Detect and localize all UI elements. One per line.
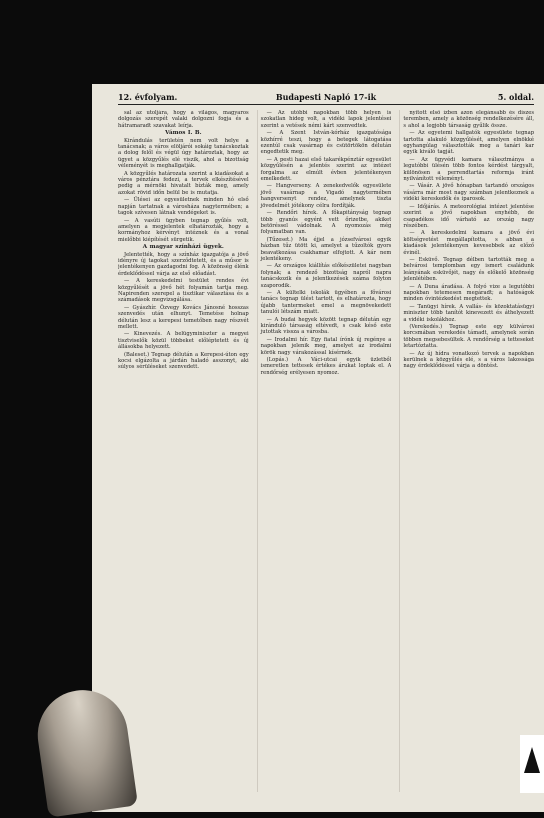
article-paragraph: — A pesti hazai első takarékpénztár egyesület közgyűlésén a jelentés szerint az intézet forgalma az elmúlt évben jelentékenyen emelkedett. [260, 156, 392, 183]
article-paragraph: — A Szent István-kórház igazgatósága közhírré teszi, hogy a betegek látogatása ezentúl csak vasárnap és csütörtökön délután engedtetik meg. [260, 130, 392, 156]
article-paragraph: A közgyűlés határozata szerint a kiadásokat a város pénztára fedezi, a tervek elkészítésével pedig a mérnöki hivatalt bízták meg, amely azokat rövid időn belül be is mutatja. [118, 170, 249, 196]
article-paragraph: — Tanügyi hírek. A vallás- és közoktatásügyi miniszter több tanítót kinevezett és áthelyezett a vidéki iskolákhoz. [403, 303, 535, 323]
issue-label: 12. évfolyam. [118, 92, 178, 102]
article-paragraph: — Esküvő. Tegnap délben tartották meg a belvárosi templomban egy ismert családunk leányának esküvőjét, nagy és előkelő közönség jelenlétében. [403, 256, 535, 283]
article-paragraph: — Az ügyvédi kamara választmánya a legutóbbi ülésén több fontos kérdést tárgyalt, különösen a perrendtartás reformja iránt nyilvánított véleményt. [403, 156, 535, 183]
page-number: 5. oldal. [497, 92, 534, 102]
column-2 [257, 110, 392, 792]
article-paragraph: — Irodalmi hír. Egy fiatal írónk új regénye a napokban jelenik meg, amelyet az irodalmi körök nagy várakozással kísérnek. [260, 336, 392, 356]
article-paragraph: — Kinevezés. A belügyminiszter a megyei tisztviselők közül többeket előléptetett és új állásokba helyezett. [118, 331, 249, 351]
newspaper-page [92, 84, 544, 812]
article-paragraph: (Lopás.) A Váci-utcai egyik üzletből ismeretlen tettesek értékes árukat loptak el. A rendőrség erélyesen nyomoz. [260, 357, 392, 376]
column-3 [399, 110, 534, 792]
article-paragraph: (Verekedés.) Tegnap este egy külvárosi korcsmában verekedés támadt, amelynek során többen megsebesültek. A rendőrség a tetteseket letartóztatta. [403, 324, 535, 350]
article-paragraph: sal az utoljára, hogy a világos, magyaros dolgozás szerepét valaki dolgozni fogja és a hátramaradt szavakat leírja. [118, 110, 249, 129]
article-paragraph: — A Duna áradása. A folyó vize a legutóbbi napokban tetemesen megáradt; a hatóságok minden óvintézkedést megtettek. [403, 283, 535, 303]
article-paragraph: nyitott első ízben azon elegánsabb és díszes teremben, amely a közönség rendelkezésére áll, s ahol a legjobb társaság gyűlik össze. [403, 110, 535, 129]
article-paragraph: — Hangverseny. A zenekedvelők egyesülete jövő vasárnap a Vigadó nagytermében hangversenyt rendez, amelynek tiszta jövedelmét jótékony célra fordítják. [260, 183, 392, 209]
triangle-marker-icon [524, 747, 540, 773]
article-paragraph: — Rendőri hírek. A főkapitányság tegnap több gyanús egyént vett őrizetbe, akiket betöréssel vádolnak. A nyomozás még folyamatban van. [260, 210, 392, 236]
article-paragraph: A magyar színházi ügyek. [142, 244, 224, 251]
article-paragraph: (Baleset.) Tegnap délután a Kerepesi-úton egy kocsi elgázolta a járdán haladó asszonyt, aki súlyos sérüléseket szenvedett. [118, 351, 249, 371]
article-paragraph: — Gyászhír. Özvegy Kovács Jánosné hosszas szenvedés után elhunyt. Temetése holnap délután lesz a kerepesi temetőben nagy részvét mellett. [118, 304, 249, 330]
article-paragraph: — Az új hídra vonatkozó tervek a napokban kerülnek a közgyűlés elé, s a város lakossága nagy érdeklődéssel várja a döntést. [403, 350, 535, 370]
article-paragraph: — Vásár. A jövő hónapban tartandó országos vásárra már most nagy számban jelentkeznek a vidéki kereskedők és iparosok. [403, 183, 535, 203]
article-paragraph: — A budai hegyek között tegnap délután egy kiránduló társaság eltévedt, s csak késő este jutottak vissza a városba. [260, 316, 392, 336]
text-columns [118, 110, 534, 792]
article-paragraph: — A kereskedelmi kamara a jövő évi költségvetést megállapította, s abban a kiadások jelentékenyen kevesebbek az előző évinél. [403, 230, 535, 256]
article-paragraph: Vámos I. B. [165, 130, 202, 137]
article-paragraph: Kirándulás területén nem volt helye a tanácsnak; a város elöljárói sokáig tanácskoztak a dolog felől és végül úgy határoztak, hogy az ügyet a közgyűlés elé viszik, ahol a bizottság véleményét is meghallgatják. [118, 137, 249, 170]
article-paragraph: — Ülései az egyesületnek minden hó első napján tartatnak a városháza nagytermében; a tagok szívesen látnak vendégeket is. [118, 197, 249, 217]
article-paragraph: — Az utóbbi napokban több helyen is szokatlan hideg volt, a vidéki lapok jelentései szerint a vetések némi kárt szenvedtek. [260, 110, 392, 129]
scan-target-marker [520, 735, 544, 793]
page-header [118, 90, 534, 105]
article-paragraph: (Tűzeset.) Ma éjjel a józsefvárosi egyik házban tűz ütött ki, amelyet a tűzoltók gyors beavatkozása csakhamar elfojtott. A kár nem jelentékeny. [260, 236, 392, 262]
column-1 [118, 110, 249, 792]
article-paragraph: — A vasúti ügyben tegnap gyűlés volt, amelyen a megjelentek elhatározták, hogy a kormányhoz kérvényt intéznek és a vonal mielőbbi kiépítését sürgetik. [118, 217, 249, 243]
article-paragraph: — A kültelki iskolák ügyében a fővárosi tanács tegnap ülést tartott, és elhatározta, hogy újabb tantermeket emel a megnövekedett tanulói létszám miatt. [260, 289, 392, 316]
article-paragraph: — Az országos kiállítás előkészületei nagyban folynak; a rendező bizottság napról napra tanácskozik és a jelentkezések száma folyton szaporodik. [260, 263, 392, 289]
article-paragraph: — Az egyetemi hallgatók egyesülete tegnap tartotta alakuló közgyűlését, amelyen elnökké egyhangúlag választották meg a tanári kar egyik kiváló tagját. [403, 130, 535, 156]
article-paragraph: — A kereskedelmi testület rendes évi közgyűlését a jövő hét folyamán tartja meg. Napirenden szerepel a tisztikar választása és a számadások megvizsgálása. [118, 278, 249, 304]
masthead-title: Budapesti Napló 17-ik [275, 92, 377, 102]
article-paragraph: — Időjárás. A meteorológiai intézet jelentése szerint a jövő napokban enyhébb, de csapadékos idő várható az ország nagy részében. [403, 203, 535, 229]
article-paragraph: Jelentették, hogy a színház igazgatója a jövő idényre új tagokat szerződtetett, és a műsor is jelentékenyen gazdagodni fog. A közönség élénk érdeklődéssel várja az első előadást. [118, 251, 249, 277]
